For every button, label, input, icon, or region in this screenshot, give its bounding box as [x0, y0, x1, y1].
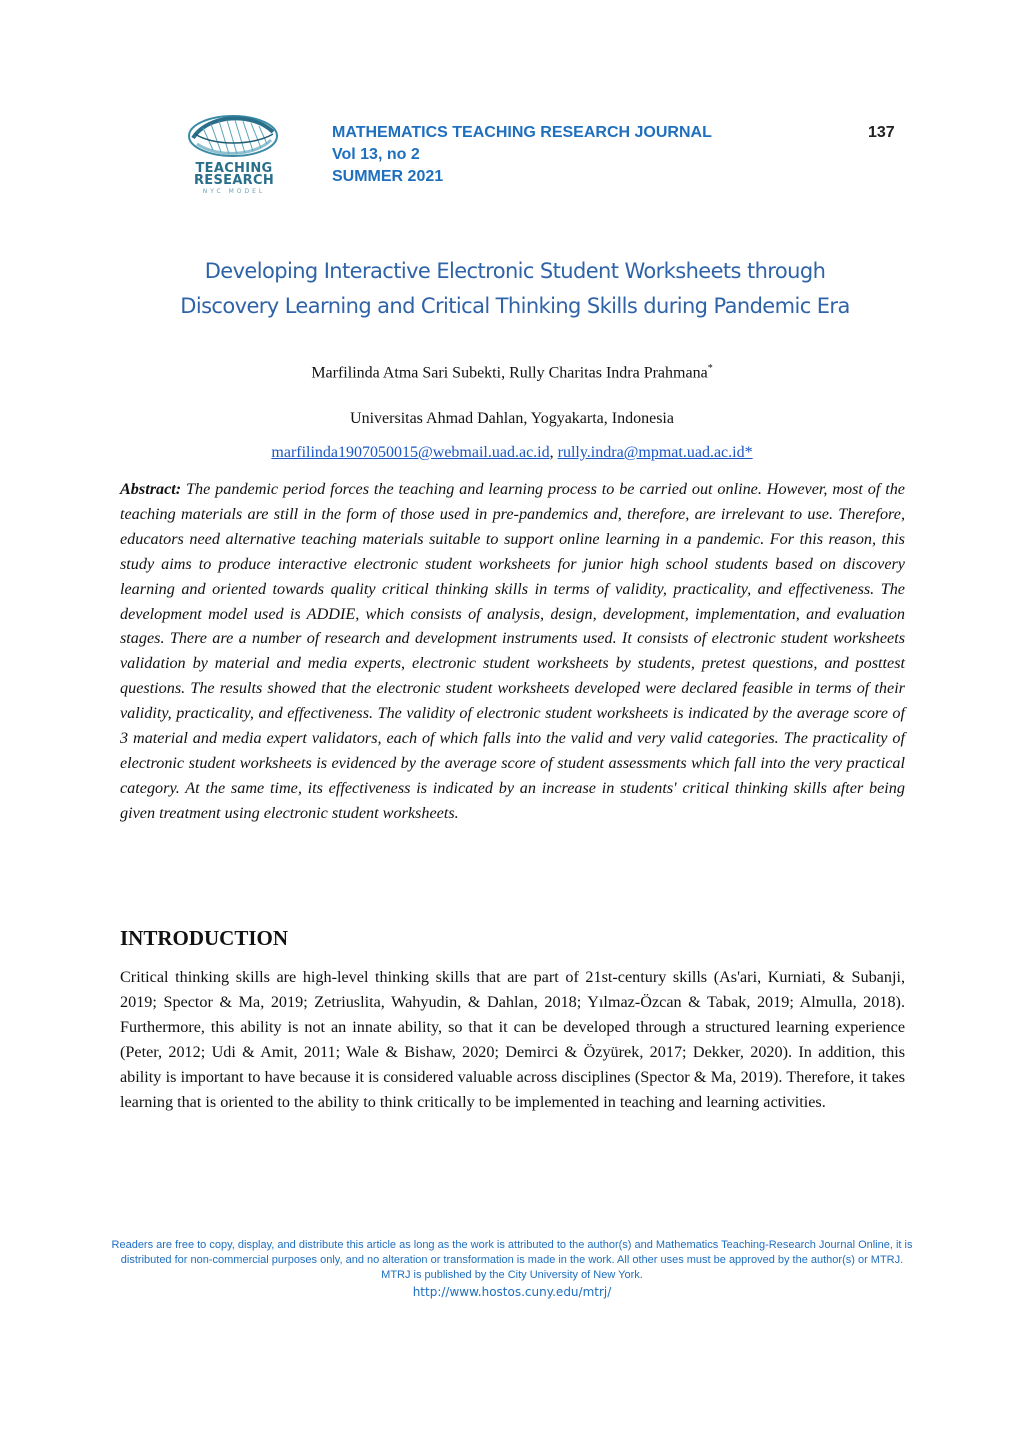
- section-heading-introduction: INTRODUCTION: [120, 926, 289, 950]
- logo-line-1: TEACHING: [195, 161, 273, 176]
- license-notice: Readers are free to copy, display, and distribute this article as long as the work is attributed to the author(s) and Mathematics Teaching-Research Journal Online, it is distributed for non-commercial purposes only, and no alteration or transformation is made in the work. All other uses must be approved by the author(s) or MTRJ. MTRJ is published by the City University of New York.: [111, 1239, 913, 1281]
- journal-header: [332, 122, 712, 188]
- abstract-text: The pandemic period forces the teaching and learning process to be carried out online. However, most of the teaching materials are still in the form of those used in pre-pandemics and, therefore, are irrelevant to use. Therefore, educators need alternative teaching materials suitable to support online learning in a pandemic. For this reason, this study aims to produce interactive electronic student worksheets for junior high school students based on discovery learning and oriented towards quality critical thinking skills in terms of validity, practicality, and effectiveness. The development model used is ADDIE, which consists of analysis, design, development, implementation, and evaluation stages. There are a number of research and development instruments used. It consists of electronic student worksheets validation by material and media experts, electronic student worksheets by students, pretest questions, and posttest questions. The results showed that the electronic student worksheets developed were declared feasible in terms of their validity, practicality, and effectiveness. The validity of electronic student worksheets is indicated by the average score of 3 material and media expert validators, each of which falls into the valid and very valid categories. The practicality of electronic student worksheets is evidenced by the average score of student assessments which fall into the very practical category. At the same time, its effectiveness is indicated by an increase in students' critical thinking skills after being given treatment using electronic student worksheets.: [120, 480, 905, 822]
- author-emails: [120, 442, 904, 464]
- journal-url-link[interactable]: http://www.hostos.cuny.edu/mtrj/: [412, 1285, 612, 1299]
- article-title: [120, 254, 910, 324]
- abstract-label: Abstract:: [120, 480, 182, 498]
- title-line-2: Discovery Learning and Critical Thinking Skills during Pandemic Era: [180, 294, 850, 318]
- journal-volume: Vol 13, no 2: [332, 146, 420, 163]
- email-separator: ,: [549, 444, 558, 461]
- affiliation: Universitas Ahmad Dahlan, Yogyakarta, Indonesia: [350, 410, 674, 427]
- abstract: [120, 477, 905, 826]
- journal-logo: [183, 106, 283, 198]
- title-line-1: Developing Interactive Electronic Student Worksheets through: [204, 259, 826, 283]
- logo-line-2: RESEARCH: [193, 173, 275, 188]
- journal-issue: SUMMER 2021: [332, 168, 444, 185]
- authors-text: Marfilinda Atma Sari Subekti, Rully Charitas Indra Prahmana: [311, 364, 708, 382]
- journal-name: MATHEMATICS TEACHING RESEARCH JOURNAL: [332, 124, 712, 141]
- mobius-logo-icon: [183, 106, 283, 164]
- logo-line-3: NYC MODEL: [202, 188, 266, 195]
- email-link-1[interactable]: marfilinda1907050015@webmail.uad.ac.id: [271, 444, 550, 461]
- corresponding-author-mark: *: [707, 363, 713, 374]
- page-number: 137: [868, 124, 895, 141]
- email-link-2[interactable]: rully.indra@mpmat.uad.ac.id*: [557, 444, 753, 461]
- author-list: [120, 358, 904, 384]
- introduction-paragraph: Critical thinking skills are high-level thinking skills that are part of 21st-century skills (As'ari, Kurniati, & Subanji, 2019; Spector & Ma, 2019; Zetriuslita, Wahyudin, & Dahlan, 2018; Yılmaz-Özcan & Tabak, 2019; Almulla, 2018). Furthermore, this ability is not an innate ability, so that it can be developed through a structured learning experience (Peter, 2012; Udi & Amit, 2011; Wale & Bishaw, 2020; Demirci & Özyürek, 2017; Dekker, 2020). In addition, this ability is important to have because it is considered valuable across disciplines (Spector & Ma, 2019). Therefore, it takes learning that is oriented to the ability to think critically to be implemented in teaching and learning activities.: [120, 968, 905, 1111]
